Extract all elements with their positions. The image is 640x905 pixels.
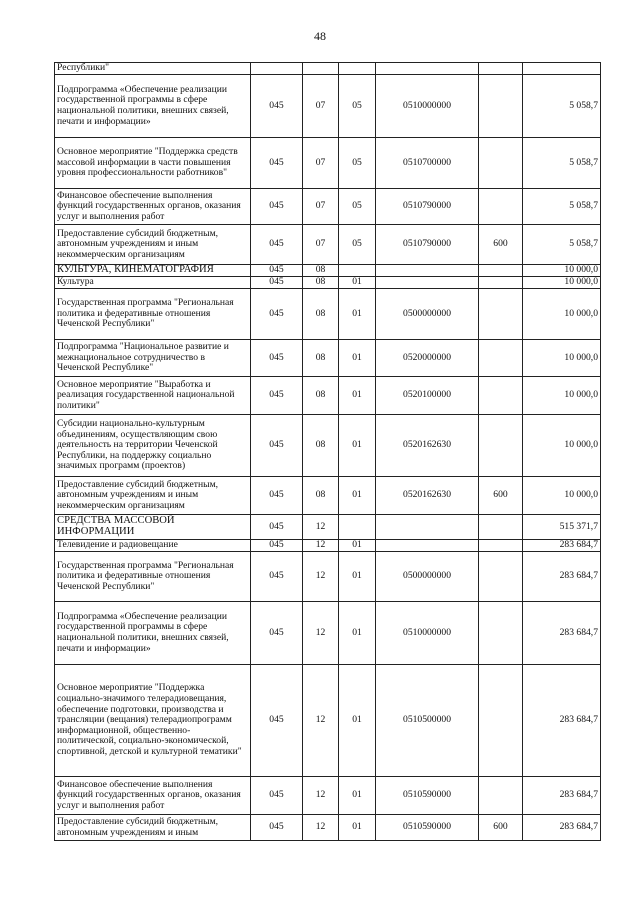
row-name: Предоставление субсидий бюджетным, автономным учреждениям и иным некоммерческим организациям xyxy=(55,477,251,515)
table-row xyxy=(55,138,601,189)
table-row xyxy=(55,415,601,477)
cell-grbs: 045 xyxy=(251,540,303,552)
cell-grbs: 045 xyxy=(251,277,303,289)
cell-subsection: 01 xyxy=(339,777,376,815)
cell-target-article: 0500000000 xyxy=(376,552,479,602)
cell-subsection: 01 xyxy=(339,540,376,552)
cell-amount: 10 000,0 xyxy=(523,377,601,415)
cell-expense-type xyxy=(479,289,523,340)
table-row xyxy=(55,63,601,75)
row-name: Предоставление субсидий бюджетным, автономным учреждениям и иным некоммерческим организациям xyxy=(55,225,251,265)
row-name: Государственная программа "Региональная политика и федеративные отношения Чеченской Республики" xyxy=(55,289,251,340)
cell-section: 07 xyxy=(303,138,339,189)
cell-grbs: 045 xyxy=(251,225,303,265)
table-body xyxy=(55,63,601,841)
cell-grbs: 045 xyxy=(251,138,303,189)
cell-target-article: 0520100000 xyxy=(376,377,479,415)
cell-expense-type: 600 xyxy=(479,225,523,265)
cell-subsection: 05 xyxy=(339,225,376,265)
cell-subsection: 05 xyxy=(339,75,376,138)
cell-expense-type xyxy=(479,63,523,75)
cell-amount: 10 000,0 xyxy=(523,277,601,289)
cell-section: 12 xyxy=(303,815,339,841)
table-row xyxy=(55,340,601,377)
cell-grbs: 045 xyxy=(251,777,303,815)
table-row xyxy=(55,477,601,515)
cell-expense-type xyxy=(479,602,523,665)
cell-section: 12 xyxy=(303,540,339,552)
cell-target-article: 0510590000 xyxy=(376,777,479,815)
table-row xyxy=(55,75,601,138)
table-row xyxy=(55,602,601,665)
row-name: Финансовое обеспечение выполнения функций государственных органов, оказания услуг и выполнения работ xyxy=(55,777,251,815)
cell-grbs: 045 xyxy=(251,552,303,602)
cell-subsection xyxy=(339,515,376,540)
cell-grbs: 045 xyxy=(251,515,303,540)
table-row xyxy=(55,189,601,225)
row-name: Подпрограмма «Обеспечение реализации государственной программы в сфере национальной политики, внешних связей, печати и информации» xyxy=(55,75,251,138)
cell-subsection: 05 xyxy=(339,189,376,225)
cell-section: 08 xyxy=(303,340,339,377)
cell-subsection: 01 xyxy=(339,665,376,777)
cell-section: 07 xyxy=(303,189,339,225)
row-name: Основное мероприятие "Поддержка социально-значимого телерадиовещания, обеспечение подготовки, производства и трансляции (вещания) телерадиопрограмм информационной, общественно-политической, социально-экономической, спортивной, детской и культурной тематики" xyxy=(55,665,251,777)
cell-expense-type xyxy=(479,415,523,477)
table-row xyxy=(55,540,601,552)
cell-amount xyxy=(523,63,601,75)
cell-amount: 283 684,7 xyxy=(523,777,601,815)
cell-expense-type xyxy=(479,189,523,225)
cell-expense-type xyxy=(479,377,523,415)
cell-amount: 10 000,0 xyxy=(523,340,601,377)
cell-expense-type xyxy=(479,540,523,552)
table-row xyxy=(55,225,601,265)
cell-grbs: 045 xyxy=(251,415,303,477)
cell-target-article: 0520162630 xyxy=(376,477,479,515)
cell-section: 12 xyxy=(303,777,339,815)
cell-expense-type xyxy=(479,138,523,189)
cell-amount: 283 684,7 xyxy=(523,602,601,665)
table-row xyxy=(55,552,601,602)
cell-amount: 5 058,7 xyxy=(523,225,601,265)
cell-subsection: 01 xyxy=(339,340,376,377)
cell-section: 08 xyxy=(303,415,339,477)
cell-amount: 10 000,0 xyxy=(523,415,601,477)
cell-grbs: 045 xyxy=(251,815,303,841)
cell-subsection: 01 xyxy=(339,815,376,841)
cell-amount: 10 000,0 xyxy=(523,265,601,277)
row-name: Предоставление субсидий бюджетным, автономным учреждениям и иным xyxy=(55,815,251,841)
cell-section: 07 xyxy=(303,75,339,138)
cell-target-article xyxy=(376,63,479,75)
row-name: Подпрограмма "Национальное развитие и межнациональное сотрудничество в Чеченской Республике" xyxy=(55,340,251,377)
cell-amount: 283 684,7 xyxy=(523,815,601,841)
cell-section: 12 xyxy=(303,602,339,665)
cell-grbs xyxy=(251,63,303,75)
cell-expense-type xyxy=(479,515,523,540)
cell-subsection xyxy=(339,265,376,277)
cell-subsection xyxy=(339,63,376,75)
cell-section: 12 xyxy=(303,665,339,777)
cell-expense-type xyxy=(479,265,523,277)
cell-section xyxy=(303,63,339,75)
cell-subsection: 01 xyxy=(339,552,376,602)
cell-amount: 10 000,0 xyxy=(523,477,601,515)
cell-target-article: 0510790000 xyxy=(376,189,479,225)
cell-subsection: 01 xyxy=(339,602,376,665)
cell-expense-type xyxy=(479,777,523,815)
cell-target-article: 0510590000 xyxy=(376,815,479,841)
cell-target-article: 0510700000 xyxy=(376,138,479,189)
table-row xyxy=(55,665,601,777)
row-name: Финансовое обеспечение выполнения функций государственных органов, оказания услуг и выполнения работ xyxy=(55,189,251,225)
table-row xyxy=(55,515,601,540)
row-name: Культура xyxy=(55,277,251,289)
cell-grbs: 045 xyxy=(251,665,303,777)
table-row xyxy=(55,777,601,815)
cell-expense-type xyxy=(479,277,523,289)
row-name: Основное мероприятие "Выработка и реализация государственной национальной политики" xyxy=(55,377,251,415)
cell-section: 12 xyxy=(303,552,339,602)
cell-amount: 515 371,7 xyxy=(523,515,601,540)
row-name: СРЕДСТВА МАССОВОЙ ИНФОРМАЦИИ xyxy=(55,515,251,540)
cell-amount: 283 684,7 xyxy=(523,540,601,552)
cell-target-article xyxy=(376,277,479,289)
cell-grbs: 045 xyxy=(251,189,303,225)
cell-target-article: 0520000000 xyxy=(376,340,479,377)
cell-expense-type: 600 xyxy=(479,477,523,515)
row-name: Основное мероприятие "Поддержка средств массовой информации в части повышения уровня профессиональности работников" xyxy=(55,138,251,189)
cell-target-article: 0510000000 xyxy=(376,602,479,665)
cell-grbs: 045 xyxy=(251,377,303,415)
cell-section: 08 xyxy=(303,277,339,289)
table-row xyxy=(55,277,601,289)
row-name: Подпрограмма «Обеспечение реализации государственной программы в сфере национальной политики, внешних связей, печати и информации» xyxy=(55,602,251,665)
cell-target-article: 0510000000 xyxy=(376,75,479,138)
table-row xyxy=(55,289,601,340)
cell-amount: 283 684,7 xyxy=(523,665,601,777)
cell-subsection: 01 xyxy=(339,289,376,340)
row-name: Субсидии национально-культурным объединениям, осуществляющим свою деятельность на территории Чеченской Республики, на поддержку социально значимых программ (проектов) xyxy=(55,415,251,477)
cell-subsection: 05 xyxy=(339,138,376,189)
cell-subsection: 01 xyxy=(339,277,376,289)
cell-target-article: 0510500000 xyxy=(376,665,479,777)
row-name: Государственная программа "Региональная политика и федеративные отношения Чеченской Республики" xyxy=(55,552,251,602)
cell-grbs: 045 xyxy=(251,75,303,138)
cell-grbs: 045 xyxy=(251,289,303,340)
row-name: Республики" xyxy=(55,63,251,75)
cell-amount: 5 058,7 xyxy=(523,189,601,225)
cell-grbs: 045 xyxy=(251,340,303,377)
cell-amount: 10 000,0 xyxy=(523,289,601,340)
cell-grbs: 045 xyxy=(251,265,303,277)
cell-expense-type: 600 xyxy=(479,815,523,841)
cell-grbs: 045 xyxy=(251,602,303,665)
table-row xyxy=(55,815,601,841)
cell-expense-type xyxy=(479,552,523,602)
cell-target-article: 0510790000 xyxy=(376,225,479,265)
table-row xyxy=(55,377,601,415)
page-number: 48 xyxy=(314,29,326,43)
row-name: КУЛЬТУРА, КИНЕМАТОГРАФИЯ xyxy=(55,265,251,277)
cell-section: 08 xyxy=(303,289,339,340)
cell-target-article: 0500000000 xyxy=(376,289,479,340)
cell-target-article xyxy=(376,515,479,540)
cell-expense-type xyxy=(479,340,523,377)
cell-section: 08 xyxy=(303,377,339,415)
cell-target-article xyxy=(376,540,479,552)
cell-subsection: 01 xyxy=(339,477,376,515)
cell-section: 07 xyxy=(303,225,339,265)
cell-amount: 5 058,7 xyxy=(523,138,601,189)
cell-section: 12 xyxy=(303,515,339,540)
cell-target-article: 0520162630 xyxy=(376,415,479,477)
cell-amount: 283 684,7 xyxy=(523,552,601,602)
cell-subsection: 01 xyxy=(339,377,376,415)
table-row xyxy=(55,265,601,277)
cell-expense-type xyxy=(479,75,523,138)
cell-amount: 5 058,7 xyxy=(523,75,601,138)
cell-section: 08 xyxy=(303,477,339,515)
cell-grbs: 045 xyxy=(251,477,303,515)
cell-target-article xyxy=(376,265,479,277)
cell-subsection: 01 xyxy=(339,415,376,477)
cell-expense-type xyxy=(479,665,523,777)
row-name: Телевидение и радиовещание xyxy=(55,540,251,552)
budget-table xyxy=(54,62,601,841)
cell-section: 08 xyxy=(303,265,339,277)
